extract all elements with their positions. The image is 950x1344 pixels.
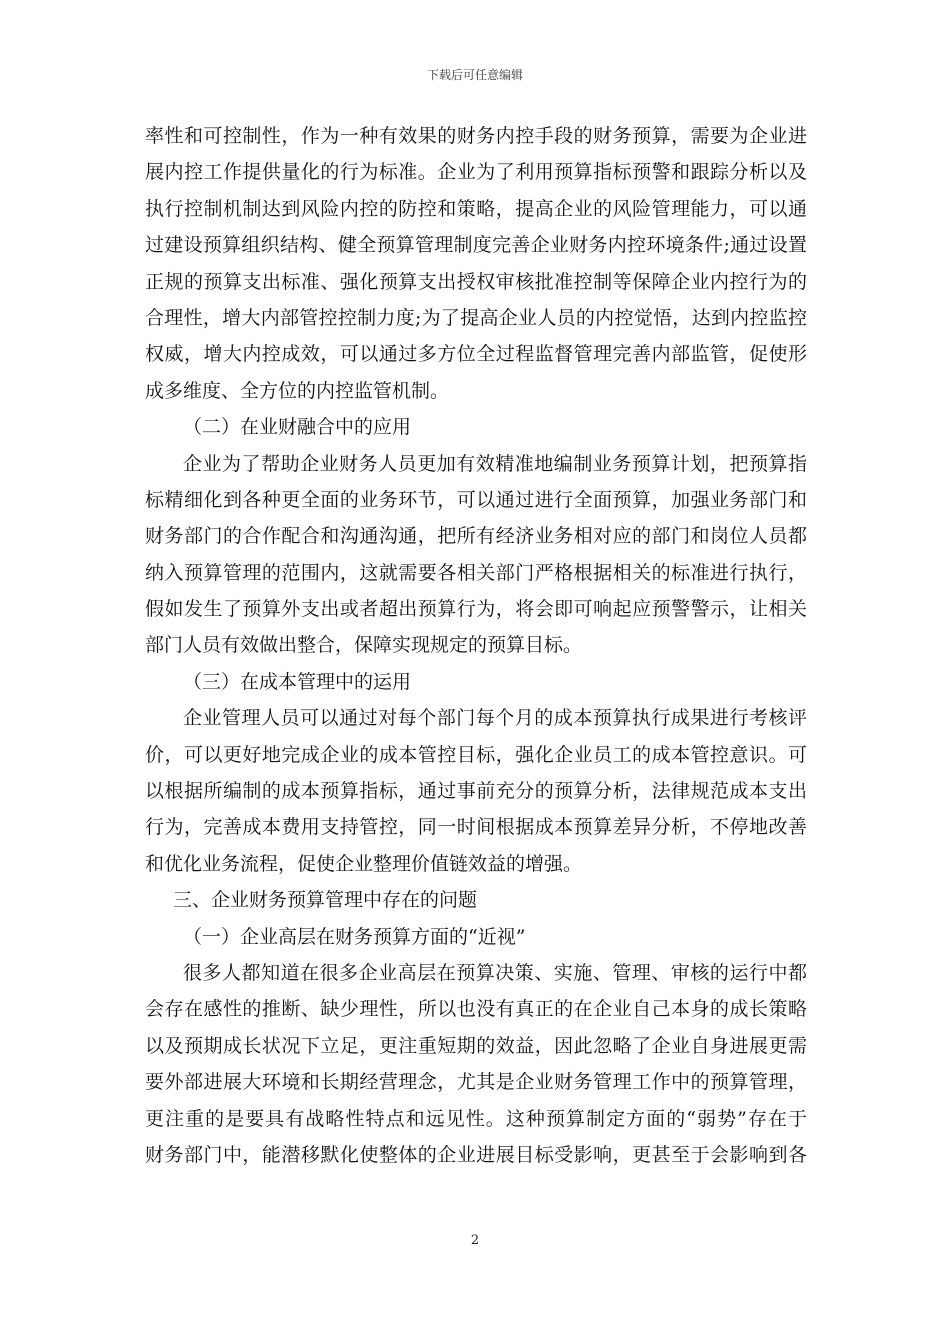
body-line: 展内控工作提供量化的行为标准。企业为了利用预算指标预警和跟踪分析以及 (145, 161, 807, 184)
body-line: 更注重的是要具有战略性特点和远见性。这种预算制定方面的“弱势”存在于 (145, 1107, 807, 1130)
body-line: 成多维度、全方位的内控监管机制。 (145, 379, 450, 402)
body-line: 率性和可控制性，作为一种有效果的财务内控手段的财务预算，需要为企业进 (145, 125, 807, 147)
body-line: 以根据所编制的成本预算指标，通过事前充分的预算分析，法律规范成本支出 (145, 780, 807, 803)
body-line: 执行控制机制达到风险内控的防控和策略，提高企业的风险管理能力，可以通 (145, 197, 807, 220)
page-header: 下载后可任意编辑 (426, 68, 523, 82)
body-line: 财务部门的合作配合和沟通沟通，把所有经济业务相对应的部门和岗位人员都 (145, 525, 807, 548)
body-line: 行为，完善成本费用支持管控，同一时间根据成本预算差异分析，不停地改善 (145, 816, 807, 839)
body-line: 纳入预算管理的范围内，这就需要各相关部门严格根据相关的标准进行执行， (145, 561, 807, 584)
body-line: 要外部进展大环境和长期经营理念，尤其是企业财务管理工作中的预算管理， (145, 1071, 807, 1094)
body-line: 价，可以更好地完成企业的成本管控目标，强化企业员工的成本管控意识。可 (145, 743, 807, 766)
body-line: 财务部门中，能潜移默化使整体的企业进展目标受影响，更甚至于会影响到各 (145, 1143, 807, 1166)
paragraph-first-line: 很多人都知道在很多企业高层在预算决策、实施、管理、审核的运行中都 (183, 961, 807, 984)
body-line: 过建设预算组织结构、健全预算管理制度完善企业财务内控环境条件;通过设置 (145, 234, 807, 257)
chapter-heading: 三、企业财务预算管理中存在的问题 (173, 889, 478, 912)
body-line: 以及预期成长状况下立足，更注重短期的效益，因此忽略了企业自身进展更需 (145, 1034, 807, 1057)
paragraph-first-line: 企业管理人员可以通过对每个部门每个月的成本预算执行成果进行考核评 (183, 707, 807, 730)
body-line: 权威，增大内控成效，可以通过多方位全过程监督管理完善内部监管，促使形 (145, 343, 807, 366)
page-number: 2 (470, 1233, 480, 1248)
body-line: 假如发生了预算外支出或者超出预算行为，将会即可响起应预警警示，让相关 (145, 598, 807, 621)
body-line: 合理性，增大内部管控控制力度;为了提高企业人员的内控觉悟，达到内控监控 (145, 306, 807, 329)
section-heading: （三）在成本管理中的运用 (183, 670, 412, 693)
body-line: 会存在感性的推断、缺少理性，所以也没有真正的在企业自己本身的成长策略 (145, 998, 807, 1021)
body-line: 和优化业务流程，促使企业整理价值链效益的增强。 (145, 852, 583, 875)
document-body (145, 118, 807, 1173)
body-line: 部门人员有效做出整合，保障实现规定的预算目标。 (145, 634, 583, 657)
section-heading: （一）企业高层在财务预算方面的“近视” (183, 925, 526, 948)
body-line: 标精细化到各种更全面的业务环节，可以通过进行全面预算，加强业务部门和 (145, 488, 807, 511)
section-heading: （二）在业财融合中的应用 (183, 416, 412, 439)
paragraph-first-line: 企业为了帮助企业财务人员更加有效精准地编制业务预算计划，把预算指 (183, 452, 807, 475)
body-line: 正规的预算支出标准、强化预算支出授权审核批准控制等保障企业内控行为的 (145, 270, 807, 293)
